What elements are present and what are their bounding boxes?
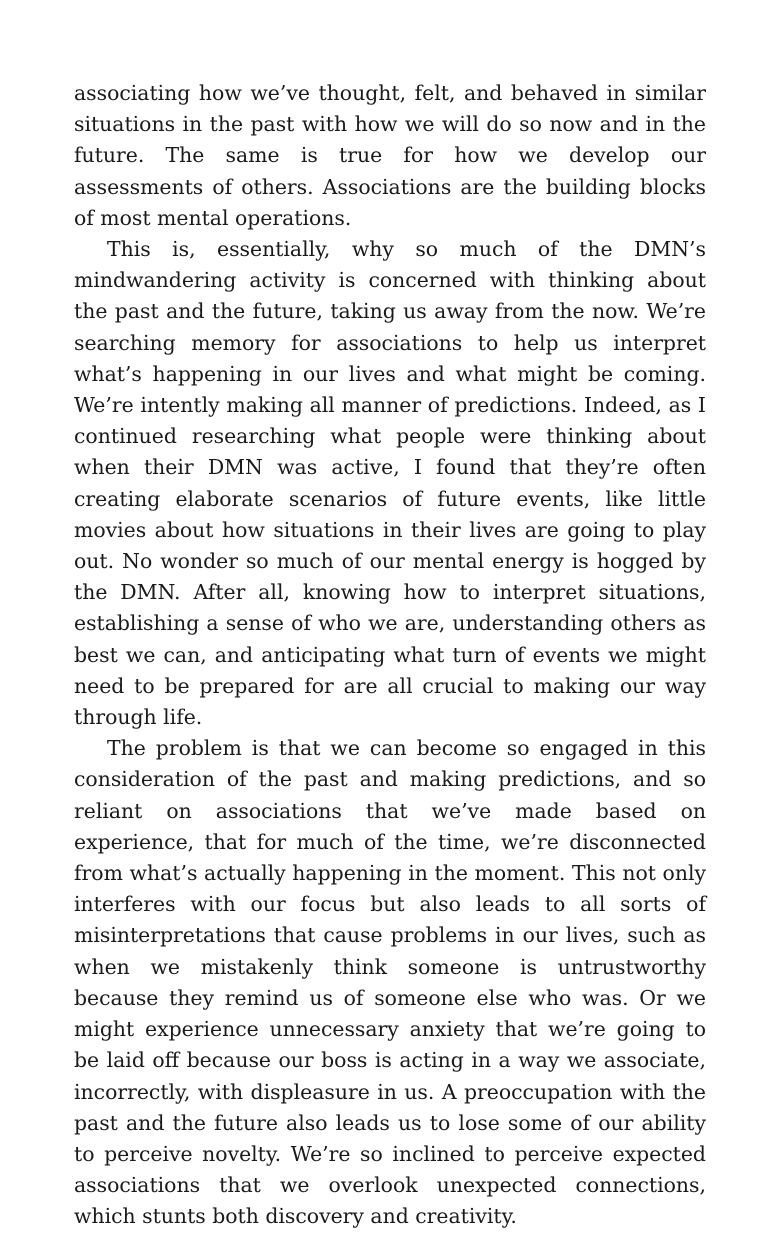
page-body <box>74 78 706 1233</box>
paragraph-3: The problem is that we can become so engaged in this consideration of the past and making predictions, and so reliant on associations that we’ve made based on experience, that for much of the time, we’re disconnected from what’s actually happening in the moment. This not only interferes with our focus but also leads to all sorts of misinterpretations that cause problems in our lives, such as when we mistakenly think someone is untrustworthy because they remind us of someone else who was. Or we might experience unnecessary anxiety that we’re going to be laid off because our boss is acting in a way we associate, incorrectly, with displeasure in us. A preoccupation with the past and the future also leads us to lose some of our ability to perceive novelty. We’re so inclined to perceive expected associations that we overlook unexpected connections, which stunts both discovery and creativity. <box>74 736 706 1229</box>
paragraph-2: This is, essentially, why so much of the DMN’s mindwandering activity is concerned with thinking about the past and the future, taking us away from the now. We’re searching memory for associations to help us interpret what’s happening in our lives and what might be coming. We’re intently making all manner of predictions. Indeed, as I continued researching what people were thinking about when their DMN was active, I found that they’re often creating elaborate scenarios of future events, like little movies about how situations in their lives are going to play out. No wonder so much of our mental energy is hogged by the DMN. After all, knowing how to interpret situations, establishing a sense of who we are, understanding others as best we can, and anticipating what turn of events we might need to be prepared for are all crucial to making our way through life. <box>74 237 706 730</box>
paragraph-1: associating how we’ve thought, felt, and behaved in similar situations in the past with how we will do so now and in the future. The same is true for how we develop our assessments of others. Associations are the building blocks of most mental operations. <box>74 81 706 230</box>
